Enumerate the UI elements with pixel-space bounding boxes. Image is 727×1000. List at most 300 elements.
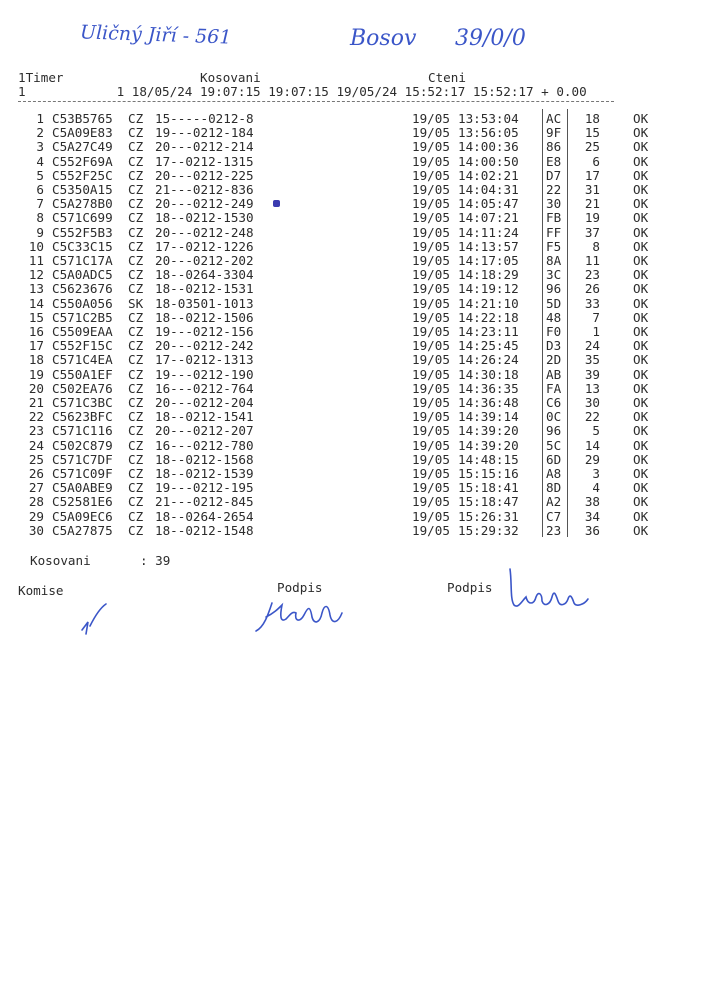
- table-row: [0, 154, 727, 168]
- arrival-date: 19/05: [412, 196, 450, 212]
- arrival-date: 19/05: [412, 522, 450, 538]
- status-ok: OK: [633, 182, 649, 197]
- country-code: CZ: [128, 167, 144, 183]
- chip-id: C571C2B5: [52, 309, 113, 325]
- hex-code: 8A: [546, 253, 562, 268]
- header-timer-label: 1Timer: [18, 70, 64, 85]
- country-code: CZ: [128, 437, 144, 453]
- position-number: 21: [584, 196, 600, 212]
- table-row: [0, 352, 727, 366]
- ring-number: 20---0212-249: [155, 196, 254, 212]
- position-number: 25: [584, 139, 600, 155]
- ring-number: 19---0212-190: [155, 366, 254, 382]
- arrival-time: 14:04:31: [458, 182, 519, 197]
- hex-code: A2: [546, 494, 562, 510]
- arrival-time: 14:18:29: [458, 267, 519, 283]
- header-cteni-label: Cteni: [428, 70, 466, 85]
- status-ok: OK: [633, 352, 649, 368]
- arrival-date: 19/05: [412, 267, 450, 283]
- arrival-date: 19/05: [412, 324, 450, 339]
- position-number: 38: [584, 494, 600, 510]
- status-ok: OK: [633, 196, 649, 212]
- country-code: CZ: [128, 196, 144, 212]
- hex-code: 3C: [546, 267, 562, 283]
- chip-id: C52581E6: [52, 494, 113, 510]
- chip-id: C5C33C15: [52, 238, 113, 254]
- arrival-time: 14:48:15: [458, 451, 519, 467]
- chip-id: C5A09E83: [52, 125, 113, 141]
- position-number: 36: [584, 522, 600, 538]
- arrival-time: 14:22:18: [458, 309, 519, 325]
- table-row: [0, 494, 727, 508]
- row-index: 9: [36, 224, 44, 240]
- table-row: [0, 125, 727, 139]
- hex-code: 0C: [546, 409, 562, 425]
- country-code: CZ: [128, 395, 144, 410]
- chip-id: C5623BFC: [52, 409, 113, 425]
- country-code: CZ: [128, 111, 144, 126]
- table-row: [0, 310, 727, 324]
- komise-label: Komise: [18, 583, 64, 598]
- status-ok: OK: [633, 309, 649, 325]
- hex-code: 22: [546, 182, 562, 197]
- country-code: CZ: [128, 309, 144, 325]
- arrival-time: 14:36:35: [458, 380, 519, 396]
- position-number: 11: [584, 253, 600, 268]
- arrival-date: 19/05: [412, 423, 450, 439]
- ink-mark: [273, 200, 280, 207]
- arrival-time: 14:30:18: [458, 366, 519, 382]
- chip-id: C552F25C: [52, 167, 113, 183]
- position-number: 5: [592, 423, 600, 439]
- hex-code: C6: [546, 395, 562, 410]
- status-ok: OK: [633, 167, 649, 183]
- chip-id: C571C7DF: [52, 451, 113, 467]
- row-index: 11: [28, 253, 44, 268]
- chip-id: C552F15C: [52, 338, 113, 354]
- hex-code: 5D: [546, 295, 562, 311]
- ring-number: 16---0212-764: [155, 380, 254, 396]
- ring-number: 20---0212-202: [155, 253, 254, 268]
- ring-number: 19---0212-184: [155, 125, 254, 141]
- hex-code: 96: [546, 423, 562, 439]
- status-ok: OK: [633, 238, 649, 254]
- arrival-date: 19/05: [412, 253, 450, 268]
- arrival-date: 19/05: [412, 153, 450, 169]
- ring-number: 18--0212-1568: [155, 451, 254, 467]
- row-index: 29: [28, 508, 44, 524]
- row-index: 6: [36, 182, 44, 197]
- arrival-time: 14:00:36: [458, 139, 519, 155]
- row-index: 2: [36, 125, 44, 141]
- status-ok: OK: [633, 210, 649, 226]
- status-ok: OK: [633, 395, 649, 410]
- row-index: 21: [28, 395, 44, 410]
- ring-number: 20---0212-242: [155, 338, 254, 354]
- position-number: 24: [584, 338, 600, 354]
- arrival-time: 14:19:12: [458, 281, 519, 297]
- country-code: CZ: [128, 139, 144, 155]
- country-code: CZ: [128, 494, 144, 510]
- status-ok: OK: [633, 253, 649, 268]
- chip-id: C571C17A: [52, 253, 113, 268]
- table-row: [0, 381, 727, 395]
- arrival-time: 14:39:20: [458, 437, 519, 453]
- arrival-time: 14:07:21: [458, 210, 519, 226]
- table-row: [0, 196, 727, 210]
- ring-number: 18--0212-1539: [155, 466, 254, 481]
- country-code: CZ: [128, 224, 144, 240]
- position-number: 35: [584, 352, 600, 368]
- arrival-date: 19/05: [412, 480, 450, 496]
- position-number: 1: [592, 324, 600, 339]
- chip-id: C5A0ADC5: [52, 267, 113, 283]
- arrival-date: 19/05: [412, 466, 450, 481]
- arrival-time: 14:02:21: [458, 167, 519, 183]
- chip-id: C5A09EC6: [52, 508, 113, 524]
- table-row: [0, 267, 727, 281]
- hex-code: AB: [546, 366, 562, 382]
- position-number: 19: [584, 210, 600, 226]
- row-index: 20: [28, 380, 44, 396]
- arrival-time: 14:39:14: [458, 409, 519, 425]
- summary-value: : 39: [140, 553, 171, 568]
- country-code: CZ: [128, 423, 144, 439]
- handwritten-place: Bosov: [350, 26, 417, 51]
- hex-code: FB: [546, 210, 562, 226]
- position-number: 14: [584, 437, 600, 453]
- position-number: 13: [584, 380, 600, 396]
- ring-number: 20---0212-214: [155, 139, 254, 155]
- table-row: [0, 409, 727, 423]
- row-index: 26: [28, 466, 44, 481]
- hex-code: 23: [546, 522, 562, 538]
- row-index: 1: [36, 111, 44, 126]
- position-number: 39: [584, 366, 600, 382]
- country-code: CZ: [128, 324, 144, 339]
- status-ok: OK: [633, 466, 649, 481]
- status-ok: OK: [633, 153, 649, 169]
- row-index: 30: [28, 522, 44, 538]
- status-ok: OK: [633, 508, 649, 524]
- status-ok: OK: [633, 480, 649, 496]
- chip-id: C571C3BC: [52, 395, 113, 410]
- arrival-date: 19/05: [412, 494, 450, 510]
- ring-number: 18--0212-1548: [155, 522, 254, 538]
- chip-id: C550A1EF: [52, 366, 113, 382]
- status-ok: OK: [633, 437, 649, 453]
- country-code: CZ: [128, 380, 144, 396]
- hex-code: AC: [546, 111, 562, 126]
- arrival-date: 19/05: [412, 338, 450, 354]
- chip-id: C5623676: [52, 281, 113, 297]
- status-ok: OK: [633, 380, 649, 396]
- ring-number: 18--0264-3304: [155, 267, 254, 283]
- status-ok: OK: [633, 224, 649, 240]
- ring-number: 21---0212-845: [155, 494, 254, 510]
- chip-id: C571C4EA: [52, 352, 113, 368]
- arrival-date: 19/05: [412, 508, 450, 524]
- hex-code: E8: [546, 153, 562, 169]
- chip-id: C5A278B0: [52, 196, 113, 212]
- ring-number: 18--0212-1506: [155, 309, 254, 325]
- table-row: [0, 239, 727, 253]
- ring-number: 20---0212-225: [155, 167, 254, 183]
- ring-number: 19---0212-156: [155, 324, 254, 339]
- hex-code: 2D: [546, 352, 562, 368]
- arrival-time: 14:05:47: [458, 196, 519, 212]
- country-code: CZ: [128, 352, 144, 368]
- chip-id: C5A27C49: [52, 139, 113, 155]
- row-index: 12: [28, 267, 44, 283]
- arrival-time: 15:26:31: [458, 508, 519, 524]
- position-number: 29: [584, 451, 600, 467]
- column-divider: [542, 109, 543, 537]
- chip-id: C5350A15: [52, 182, 113, 197]
- ring-number: 17--0212-1315: [155, 153, 254, 169]
- status-ok: OK: [633, 139, 649, 155]
- row-index: 3: [36, 139, 44, 155]
- arrival-date: 19/05: [412, 380, 450, 396]
- position-number: 31: [584, 182, 600, 197]
- arrival-date: 19/05: [412, 309, 450, 325]
- position-number: 8: [592, 238, 600, 254]
- table-row: [0, 168, 727, 182]
- country-code: CZ: [128, 338, 144, 354]
- table-row: [0, 509, 727, 523]
- status-ok: OK: [633, 451, 649, 467]
- country-code: CZ: [128, 182, 144, 197]
- chip-id: C571C09F: [52, 466, 113, 481]
- status-ok: OK: [633, 338, 649, 354]
- table-row: [0, 367, 727, 381]
- country-code: CZ: [128, 522, 144, 538]
- chip-id: C552F5B3: [52, 224, 113, 240]
- hex-code: F5: [546, 238, 562, 254]
- country-code: CZ: [128, 409, 144, 425]
- arrival-time: 14:11:24: [458, 224, 519, 240]
- table-row: [0, 438, 727, 452]
- hex-code: FA: [546, 380, 562, 396]
- chip-id: C552F69A: [52, 153, 113, 169]
- ring-number: 18--0212-1531: [155, 281, 254, 297]
- arrival-date: 19/05: [412, 281, 450, 297]
- ring-number: 18-03501-1013: [155, 295, 254, 311]
- hex-code: 9F: [546, 125, 562, 141]
- podpis-label-1: Podpis: [277, 580, 323, 595]
- arrival-time: 14:13:57: [458, 238, 519, 254]
- arrival-time: 13:56:05: [458, 125, 519, 141]
- status-ok: OK: [633, 295, 649, 311]
- position-number: 18: [584, 111, 600, 126]
- ring-number: 17--0212-1226: [155, 238, 254, 254]
- hex-code: 96: [546, 281, 562, 297]
- podpis-signature-1: [250, 595, 350, 637]
- arrival-time: 15:29:32: [458, 522, 519, 538]
- row-index: 8: [36, 210, 44, 226]
- status-ok: OK: [633, 423, 649, 439]
- status-ok: OK: [633, 366, 649, 382]
- handwritten-name: Uličný Jiří - 561: [79, 21, 232, 49]
- table-row: [0, 210, 727, 224]
- position-number: 26: [584, 281, 600, 297]
- table-row: [0, 466, 727, 480]
- arrival-time: 14:36:48: [458, 395, 519, 410]
- arrival-date: 19/05: [412, 125, 450, 141]
- arrival-date: 19/05: [412, 395, 450, 410]
- arrival-date: 19/05: [412, 210, 450, 226]
- arrival-time: 15:18:41: [458, 480, 519, 496]
- country-code: SK: [128, 295, 144, 311]
- country-code: CZ: [128, 480, 144, 496]
- country-code: CZ: [128, 281, 144, 297]
- chip-id: C5A0ABE9: [52, 480, 113, 496]
- komise-signature: [76, 600, 116, 640]
- ring-number: 15-----0212-8: [155, 111, 254, 126]
- hex-code: 86: [546, 139, 562, 155]
- ring-number: 21---0212-836: [155, 182, 254, 197]
- arrival-date: 19/05: [412, 409, 450, 425]
- table-row: [0, 225, 727, 239]
- chip-id: C5A27875: [52, 522, 113, 538]
- table-row: [0, 281, 727, 295]
- country-code: CZ: [128, 451, 144, 467]
- arrival-date: 19/05: [412, 352, 450, 368]
- position-number: 6: [592, 153, 600, 169]
- chip-id: C571C699: [52, 210, 113, 226]
- position-number: 30: [584, 395, 600, 410]
- table-row: [0, 253, 727, 267]
- row-index: 25: [28, 451, 44, 467]
- arrival-date: 19/05: [412, 139, 450, 155]
- status-ok: OK: [633, 281, 649, 297]
- row-index: 16: [28, 324, 44, 339]
- podpis-signature-2: [500, 565, 600, 615]
- chip-id: C502EA76: [52, 380, 113, 396]
- table-row: [0, 523, 727, 537]
- row-index: 22: [28, 409, 44, 425]
- hex-code: 5C: [546, 437, 562, 453]
- arrival-time: 15:15:16: [458, 466, 519, 481]
- ring-number: 18--0264-2654: [155, 508, 254, 524]
- row-index: 14: [28, 295, 44, 311]
- position-number: 22: [584, 409, 600, 425]
- table-row: [0, 423, 727, 437]
- chip-id: C502C879: [52, 437, 113, 453]
- row-index: 15: [28, 309, 44, 325]
- handwritten-count: 39/0/0: [455, 26, 526, 51]
- chip-id: C550A056: [52, 295, 113, 311]
- status-ok: OK: [633, 409, 649, 425]
- position-number: 4: [592, 480, 600, 496]
- table-row: [0, 139, 727, 153]
- arrival-date: 19/05: [412, 182, 450, 197]
- hex-code: F0: [546, 324, 562, 339]
- position-number: 17: [584, 167, 600, 183]
- ring-number: 18--0212-1530: [155, 210, 254, 226]
- country-code: CZ: [128, 125, 144, 141]
- arrival-time: 14:23:11: [458, 324, 519, 339]
- position-number: 33: [584, 295, 600, 311]
- arrival-time: 14:25:45: [458, 338, 519, 354]
- row-index: 4: [36, 153, 44, 169]
- arrival-date: 19/05: [412, 167, 450, 183]
- country-code: CZ: [128, 466, 144, 481]
- row-index: 24: [28, 437, 44, 453]
- arrival-date: 19/05: [412, 111, 450, 126]
- table-row: [0, 324, 727, 338]
- ring-number: 16---0212-780: [155, 437, 254, 453]
- arrival-date: 19/05: [412, 238, 450, 254]
- ring-number: 18--0212-1541: [155, 409, 254, 425]
- row-index: 27: [28, 480, 44, 496]
- row-index: 23: [28, 423, 44, 439]
- hex-code: 30: [546, 196, 562, 212]
- ring-number: 20---0212-248: [155, 224, 254, 240]
- hex-code: 6D: [546, 451, 562, 467]
- table-row: [0, 296, 727, 310]
- position-number: 7: [592, 309, 600, 325]
- position-number: 37: [584, 224, 600, 240]
- table-row: [0, 395, 727, 409]
- status-ok: OK: [633, 111, 649, 126]
- hex-code: D3: [546, 338, 562, 354]
- country-code: CZ: [128, 153, 144, 169]
- ring-number: 20---0212-207: [155, 423, 254, 439]
- status-ok: OK: [633, 522, 649, 538]
- table-row: [0, 111, 727, 125]
- row-index: 28: [28, 494, 44, 510]
- position-number: 34: [584, 508, 600, 524]
- chip-id: C5509EAA: [52, 324, 113, 339]
- row-index: 13: [28, 281, 44, 297]
- podpis-label-2: Podpis: [447, 580, 493, 595]
- position-number: 15: [584, 125, 600, 141]
- ring-number: 20---0212-204: [155, 395, 254, 410]
- header-timing-line: 1 1 18/05/24 19:07:15 19:07:15 19/05/24 15:52:17 15:52:17 + 0.00: [18, 84, 587, 99]
- country-code: CZ: [128, 210, 144, 226]
- column-divider: [567, 109, 568, 537]
- table-row: [0, 338, 727, 352]
- table-row: [0, 480, 727, 494]
- arrival-time: 14:26:24: [458, 352, 519, 368]
- country-code: CZ: [128, 238, 144, 254]
- arrival-time: 13:53:04: [458, 111, 519, 126]
- arrival-date: 19/05: [412, 451, 450, 467]
- row-index: 17: [28, 338, 44, 354]
- country-code: CZ: [128, 508, 144, 524]
- ring-number: 19---0212-195: [155, 480, 254, 496]
- hex-code: D7: [546, 167, 562, 183]
- chip-id: C53B5765: [52, 111, 113, 126]
- country-code: CZ: [128, 267, 144, 283]
- row-index: 10: [28, 238, 44, 254]
- status-ok: OK: [633, 125, 649, 141]
- arrival-time: 14:17:05: [458, 253, 519, 268]
- arrival-time: 15:18:47: [458, 494, 519, 510]
- row-index: 5: [36, 167, 44, 183]
- header-divider: [18, 101, 614, 102]
- arrival-time: 14:00:50: [458, 153, 519, 169]
- arrival-date: 19/05: [412, 366, 450, 382]
- row-index: 7: [36, 196, 44, 212]
- hex-code: 48: [546, 309, 562, 325]
- table-row: [0, 452, 727, 466]
- hex-code: A8: [546, 466, 562, 481]
- arrival-date: 19/05: [412, 295, 450, 311]
- position-number: 3: [592, 466, 600, 481]
- arrival-time: 14:21:10: [458, 295, 519, 311]
